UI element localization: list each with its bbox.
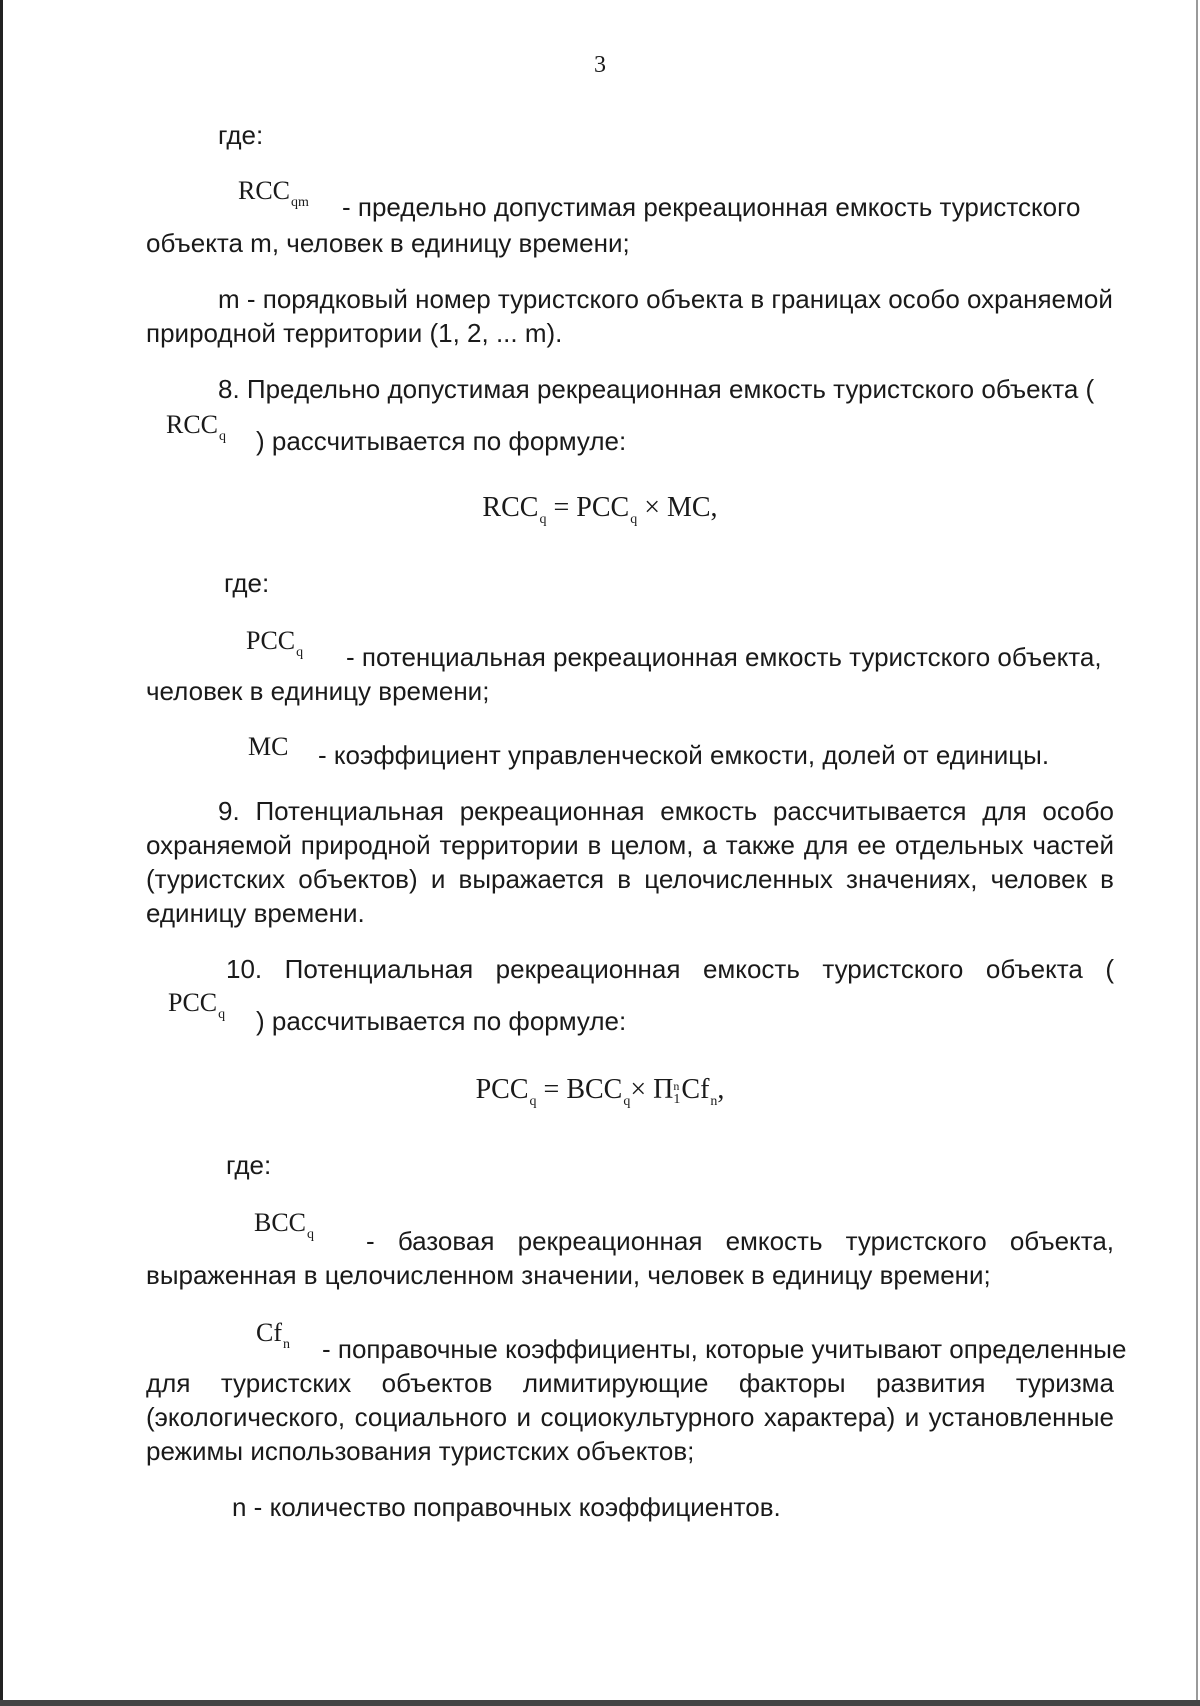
where-label-3: где:: [226, 1150, 272, 1180]
formula-pccq: [0, 1074, 1200, 1109]
product-limits: [673, 1079, 681, 1107]
page-number: 3: [594, 52, 606, 78]
def-cfn-line-4: режимы использования туристских объектов;: [146, 1436, 695, 1466]
formula-equals: =: [553, 492, 570, 523]
item-10-text-2: ) рассчитывается по формуле:: [256, 1006, 627, 1036]
def-cfn-text-1: - поправочные коэффициенты, которые учитывают определенные: [322, 1334, 1127, 1364]
symbol-pccq: [246, 626, 304, 660]
formula-pcc-subscript: q: [630, 512, 638, 527]
symbol-mc: MC: [248, 732, 289, 761]
formula-lhs: PCC: [475, 1074, 529, 1105]
def-cfn-line-3: (экологического, социального и социокультурного характера) и установленные: [146, 1402, 1114, 1432]
item-10-line-1: [226, 954, 1114, 985]
item-9-line-2: охраняемой природной территории в целом, а также для ее отдельных частей: [146, 830, 1114, 860]
def-rccqm-text-1: - предельно допустимая рекреационная емкость туристского: [342, 192, 1081, 222]
item-10-line-1-text: 10. Потенциальная рекреационная емкость туристского объекта (: [226, 954, 1114, 984]
item-9-line-1-text: 9. Потенциальная рекреационная емкость рассчитывается для особо: [218, 796, 1114, 826]
scan-edge-bottom: [0, 1700, 1200, 1706]
formula-equals: =: [543, 1074, 560, 1105]
def-bccq-line-1: [366, 1226, 1114, 1257]
where-label-2: где:: [224, 568, 270, 598]
formula-lhs-subscript: q: [539, 512, 547, 527]
formula-bcc-subscript: q: [623, 1094, 631, 1109]
def-m-text-1: m - порядковый номер туристского объекта в границах особо охраняемой: [218, 284, 1113, 314]
formula-rccq: [0, 492, 1200, 527]
symbol-base: RCC: [166, 410, 219, 439]
scan-edge-right: [1196, 0, 1198, 1706]
item-10-symbol-pccq: [168, 988, 226, 1022]
formula-bcc: BCC: [566, 1074, 623, 1105]
formula-lhs-subscript: q: [529, 1094, 537, 1109]
formula-cf-subscript: n: [710, 1094, 718, 1109]
symbol-subscript: q: [218, 1007, 226, 1022]
item-9-line-4: единицу времени.: [146, 898, 365, 928]
symbol-base: BCC: [254, 1208, 307, 1237]
product-symbol: Π: [653, 1074, 674, 1105]
def-n-text: n - количество поправочных коэффициентов.: [232, 1492, 781, 1522]
symbol-base: Cf: [256, 1318, 282, 1347]
formula-comma: ,: [717, 1074, 725, 1105]
symbol-subscript: q: [219, 429, 227, 444]
symbol-subscript: qm: [291, 195, 309, 210]
product-upper-limit: n: [673, 1079, 680, 1093]
product-lower-limit: 1: [673, 1092, 681, 1107]
symbol-subscript: q: [307, 1227, 315, 1242]
symbol-cfn: [256, 1318, 290, 1352]
def-bccq-text-2: выраженная в целочисленном значении, человек в единицу времени;: [146, 1260, 991, 1290]
symbol-subscript: n: [283, 1337, 290, 1352]
def-rccqm-text-2: объекта m, человек в единицу времени;: [146, 228, 630, 258]
symbol-subscript: q: [296, 645, 304, 660]
symbol-bccq: [254, 1208, 315, 1242]
scan-edge-left: [0, 0, 3, 1706]
item-9-line-1: [218, 796, 1114, 827]
item-8-text-2: ) рассчитывается по формуле:: [256, 426, 627, 456]
def-cfn-line-2: для туристских объектов лимитирующие факторы развития туризма: [146, 1368, 1114, 1398]
symbol-base: PCC: [246, 626, 296, 655]
formula-times: ×: [630, 1074, 647, 1105]
formula-cf: Cf: [681, 1074, 710, 1105]
def-m-text-2: природной территории (1, 2, ... m).: [146, 318, 563, 348]
formula-pcc: PCC: [576, 492, 630, 523]
symbol-rccqm: [238, 176, 309, 210]
formula-product: [653, 1074, 725, 1109]
where-label-1: где:: [218, 120, 264, 150]
formula-mc: MC,: [666, 492, 718, 523]
item-8-text-1: 8. Предельно допустимая рекреационная емкость туристского объекта (: [218, 374, 1095, 404]
def-pccq-text-1: - потенциальная рекреационная емкость туристского объекта,: [346, 642, 1102, 672]
def-bccq-text-1: - базовая рекреационная емкость туристского объекта,: [366, 1226, 1114, 1256]
def-pccq-text-2: человек в единицу времени;: [146, 676, 490, 706]
formula-lhs: RCC: [482, 492, 539, 523]
symbol-base: RCC: [238, 176, 291, 205]
item-9-line-3: (туристских объектов) и выражается в целочисленных значениях, человек в: [146, 864, 1114, 894]
def-mc-text: - коэффициент управленческой емкости, долей от единицы.: [318, 740, 1050, 770]
item-8-symbol-rccq: [166, 410, 227, 444]
formula-times: ×: [644, 492, 660, 523]
symbol-base: PCC: [168, 988, 218, 1017]
